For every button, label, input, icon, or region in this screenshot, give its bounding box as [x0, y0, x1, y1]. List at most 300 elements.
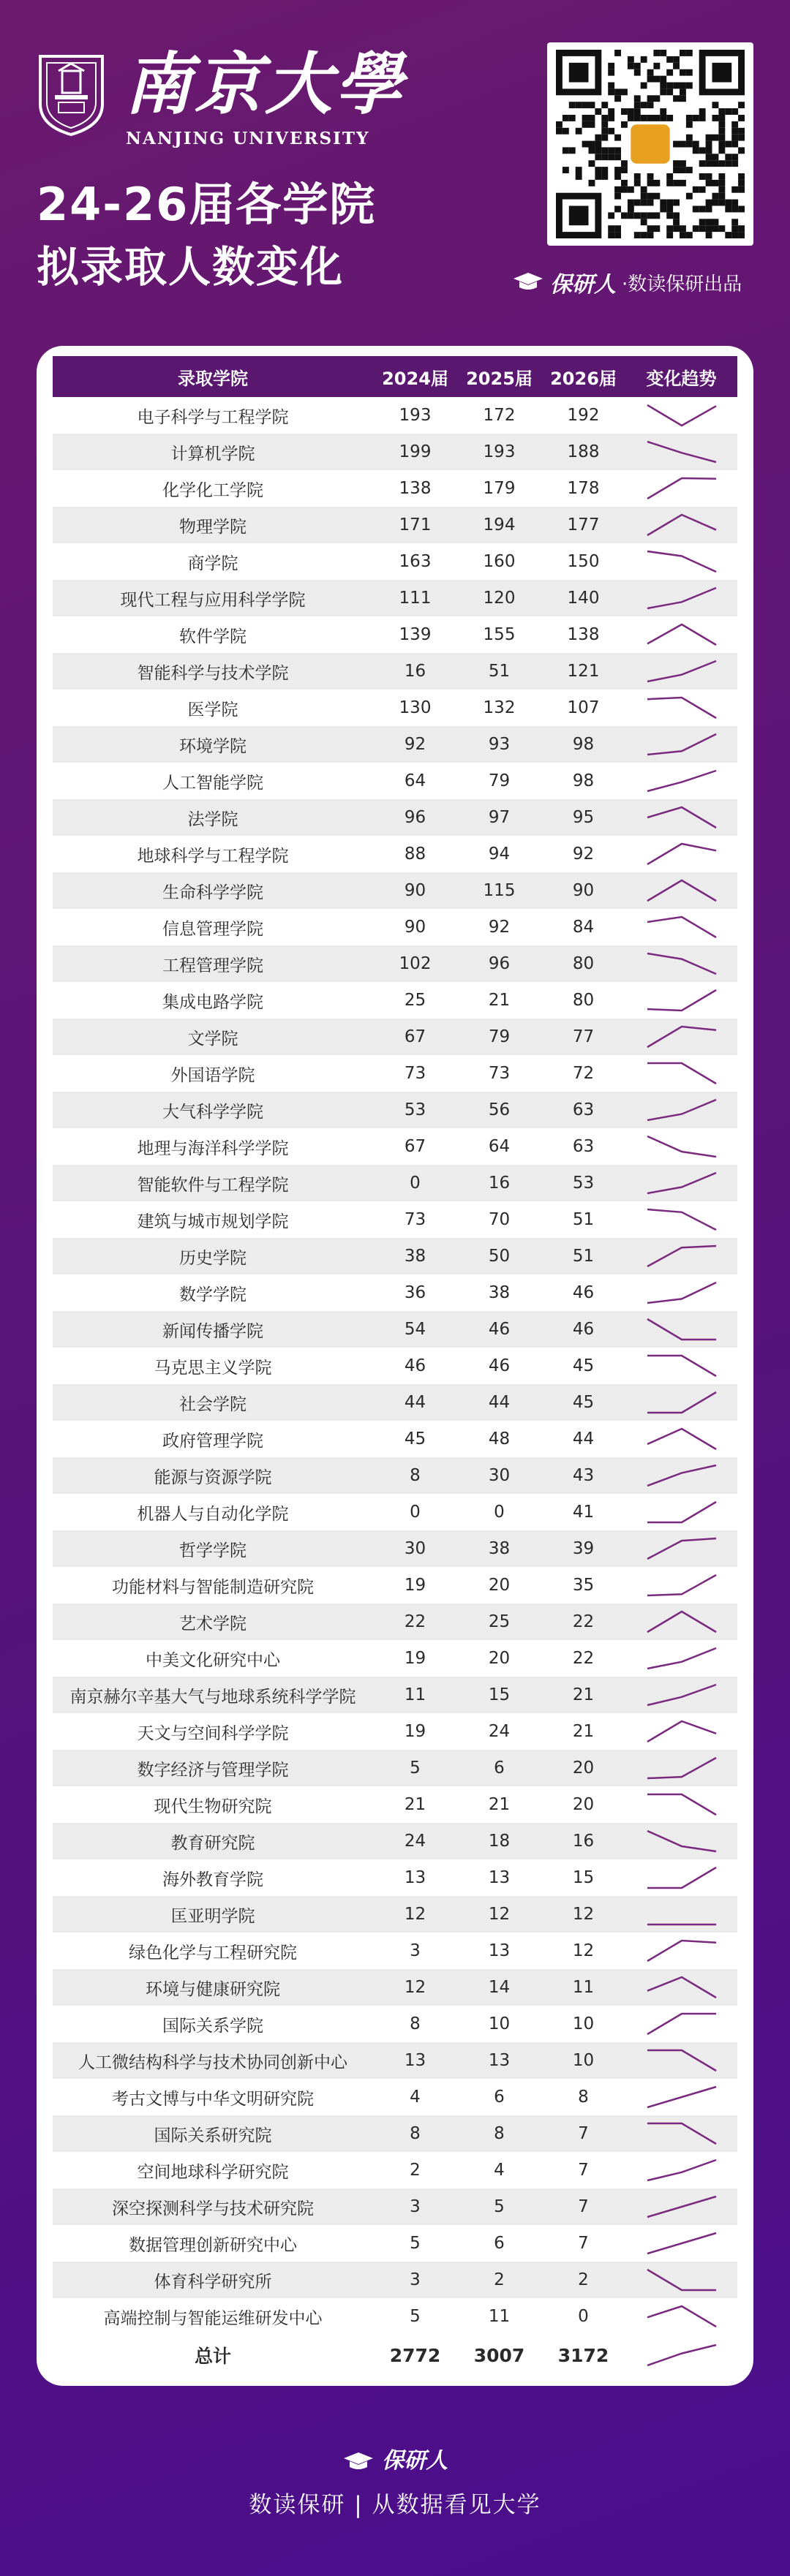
trend-sparkline	[642, 2119, 722, 2148]
trend-cell	[625, 1461, 737, 1490]
trend-sparkline	[642, 1095, 722, 1125]
value-2025: 12	[488, 1905, 511, 1924]
trend-sparkline-line	[647, 1758, 716, 1778]
trend-sparkline-line	[647, 1429, 716, 1449]
value-2024: 53	[404, 1100, 426, 1119]
college-name: 智能科学与技术学院	[137, 663, 289, 683]
qr-module	[653, 63, 660, 69]
value-2024: 12	[404, 1978, 426, 1997]
value-2026: 192	[567, 406, 600, 425]
qr-module	[712, 225, 719, 232]
table-row	[53, 2262, 737, 2298]
value-2026: 20	[572, 1759, 595, 1778]
trend-sparkline	[642, 2302, 722, 2331]
trend-sparkline	[642, 474, 722, 503]
qr-module	[731, 108, 738, 115]
trend-sparkline-line	[647, 734, 716, 755]
table-row	[53, 1823, 737, 1859]
qr-module	[686, 69, 693, 76]
qr-module	[706, 154, 712, 160]
qr-module	[666, 180, 673, 186]
qr-module	[680, 160, 686, 167]
qr-module	[641, 83, 647, 89]
qr-module	[608, 154, 614, 160]
trend-sparkline	[642, 1607, 722, 1636]
trend-sparkline-line	[647, 1941, 716, 1961]
value-2024: 38	[404, 1247, 426, 1266]
college-name: 艺术学院	[179, 1614, 247, 1633]
trend-sparkline	[642, 2082, 722, 2112]
table-row	[53, 1494, 737, 1530]
college-name: 国际关系研究院	[154, 2126, 272, 2145]
college-name: 海外教育学院	[162, 1870, 263, 1889]
table-row	[53, 909, 737, 945]
qr-module	[693, 147, 699, 154]
qr-module	[595, 141, 601, 148]
graduation-cap-icon	[512, 271, 544, 293]
trend-sparkline	[642, 986, 722, 1015]
trend-sparkline-line	[647, 807, 716, 828]
qr-module	[608, 128, 614, 135]
qr-module	[673, 141, 680, 148]
value-2026: 90	[572, 881, 595, 900]
qr-module	[673, 160, 680, 167]
value-2024: 8	[410, 2014, 421, 2033]
value-2026: 63	[572, 1100, 595, 1119]
trend-sparkline-line	[647, 990, 716, 1011]
qr-module	[699, 219, 706, 225]
qr-module	[653, 212, 660, 219]
value-2024: 88	[404, 845, 426, 864]
trend-cell	[625, 1132, 737, 1161]
qr-module	[680, 95, 686, 102]
qr-module	[641, 102, 647, 108]
qr-module	[621, 212, 628, 219]
qr-module	[673, 225, 680, 232]
trend-sparkline	[642, 620, 722, 649]
value-2026: 43	[572, 1466, 595, 1485]
value-2024: 44	[404, 1393, 426, 1412]
trend-sparkline	[642, 2009, 722, 2039]
total-trend-sparkline-line	[647, 2345, 716, 2365]
qr-module	[601, 135, 608, 141]
qr-module	[653, 180, 660, 186]
qr-module	[686, 83, 693, 89]
value-2025: 93	[488, 735, 511, 754]
value-2026: 80	[572, 954, 595, 973]
qr-module	[621, 121, 628, 128]
qr-module	[601, 154, 608, 160]
table-row	[53, 872, 737, 909]
qr-module	[699, 186, 706, 193]
qr-module	[712, 219, 719, 225]
footer-slogan: 数读保研 | 从数据看见大学	[249, 2492, 541, 2518]
trend-sparkline-line	[647, 1831, 716, 1851]
trend-sparkline	[642, 1717, 722, 1746]
qr-module	[569, 102, 576, 108]
qr-module	[680, 225, 686, 232]
trend-cell	[625, 620, 737, 649]
trend-sparkline-line	[647, 1867, 716, 1888]
qr-module	[699, 173, 706, 180]
qr-module	[576, 128, 582, 135]
qr-module	[712, 180, 719, 186]
qr-module	[628, 63, 634, 69]
qr-module	[563, 128, 569, 135]
value-2025: 48	[488, 1429, 511, 1448]
qr-module	[673, 63, 680, 69]
qr-module	[595, 167, 601, 173]
value-2025: 30	[488, 1466, 511, 1485]
qr-module	[647, 200, 654, 206]
value-2024: 24	[404, 1832, 426, 1851]
qr-module	[647, 76, 654, 83]
value-2025: 21	[488, 1795, 511, 1814]
qr-module	[595, 108, 601, 115]
value-2026: 46	[572, 1320, 595, 1339]
table-row	[53, 2006, 737, 2042]
total-row	[53, 2335, 737, 2376]
trend-cell	[625, 986, 737, 1015]
footer	[0, 2442, 790, 2552]
qr-module	[628, 206, 634, 213]
qr-module	[725, 154, 731, 160]
table-row	[53, 1311, 737, 1348]
qr-module	[614, 173, 621, 180]
qr-module	[634, 173, 641, 180]
qr-module	[641, 186, 647, 193]
trend-cell	[625, 1059, 737, 1088]
qr-module	[686, 232, 693, 238]
trend-sparkline-line	[647, 1685, 716, 1705]
college-name: 人工微结构科学与技术协同创新中心	[78, 2052, 347, 2072]
qr-module	[582, 141, 589, 148]
value-2026: 7	[578, 2161, 589, 2180]
footer-brand	[0, 2442, 790, 2474]
trend-sparkline	[642, 1059, 722, 1088]
college-name: 数据管理创新研究中心	[129, 2235, 297, 2255]
value-2024: 11	[404, 1685, 426, 1704]
value-2024: 102	[399, 954, 432, 973]
value-2025: 120	[483, 589, 516, 608]
qr-module	[653, 76, 660, 83]
value-2025: 132	[483, 698, 516, 717]
column-header-college: 录取学院	[178, 368, 248, 389]
college-name: 能源与资源学院	[154, 1468, 272, 1487]
qr-module	[660, 115, 666, 121]
value-2025: 20	[488, 1649, 511, 1668]
trend-cell	[625, 474, 737, 503]
qr-module	[673, 200, 680, 206]
qr-module	[706, 232, 712, 238]
qr-module	[641, 219, 647, 225]
trend-cell	[625, 1168, 737, 1198]
value-2025: 38	[488, 1283, 511, 1302]
qr-module	[731, 121, 738, 128]
college-name: 外国语学院	[170, 1065, 255, 1085]
value-2024: 25	[404, 991, 426, 1010]
table-row	[53, 2152, 737, 2188]
qr-module	[666, 83, 673, 89]
trend-cell	[625, 1242, 737, 1271]
value-2025: 155	[483, 625, 516, 644]
value-2025: 4	[494, 2161, 505, 2180]
value-2025: 5	[494, 2197, 505, 2216]
college-name: 体育科学研究所	[154, 2272, 272, 2292]
trend-cell	[625, 1717, 737, 1746]
column-header-2024: 2024届	[382, 368, 448, 389]
value-2024: 171	[399, 515, 432, 535]
value-2025: 193	[483, 442, 516, 461]
qr-module	[634, 69, 641, 76]
table-row	[53, 726, 737, 763]
table-row	[53, 1238, 737, 1274]
table-row	[53, 1128, 737, 1165]
value-2024: 0	[410, 1503, 421, 1522]
value-2025: 70	[488, 1210, 511, 1229]
qr-module	[731, 200, 738, 206]
value-2024: 16	[404, 662, 426, 681]
qr-module	[673, 56, 680, 63]
value-2024: 12	[404, 1905, 426, 1924]
table-row	[53, 1640, 737, 1677]
value-2025: 64	[488, 1137, 511, 1156]
trend-sparkline-line	[647, 1209, 716, 1230]
table-row	[53, 580, 737, 616]
value-2026: 92	[572, 845, 595, 864]
qr-module	[589, 102, 595, 108]
qr-module	[712, 154, 719, 160]
qr-module	[569, 147, 576, 154]
qr-module	[614, 88, 621, 95]
value-2025: 13	[488, 2051, 511, 2070]
qr-module	[608, 83, 614, 89]
college-name: 政府管理学院	[162, 1431, 263, 1451]
qr-module	[634, 95, 641, 102]
value-2025: 179	[483, 479, 516, 498]
qr-module	[628, 56, 634, 63]
trend-sparkline	[642, 657, 722, 686]
value-2026: 45	[572, 1356, 595, 1375]
qr-module	[712, 193, 719, 200]
qr-center-logo-icon	[631, 124, 669, 163]
value-2024: 111	[399, 589, 432, 608]
brand-credit	[512, 266, 742, 298]
college-name: 生命科学学院	[162, 883, 263, 902]
qr-module	[731, 225, 738, 232]
trend-cell	[625, 2119, 737, 2148]
value-2024: 139	[399, 625, 432, 644]
value-2025: 0	[494, 1503, 505, 1522]
qr-module	[718, 121, 725, 128]
trend-sparkline-line	[647, 1283, 716, 1303]
qr-module	[666, 225, 673, 232]
trend-sparkline-line	[647, 551, 716, 572]
value-2024: 2	[410, 2161, 421, 2180]
value-2025: 97	[488, 808, 511, 827]
table-row	[53, 1421, 737, 1457]
table-row	[53, 1677, 737, 1713]
qr-module	[634, 102, 641, 108]
qr-module	[686, 193, 693, 200]
qr-module	[647, 193, 654, 200]
value-2025: 15	[488, 1685, 511, 1704]
college-name: 天文与空间科学学院	[137, 1723, 289, 1743]
value-2026: 7	[578, 2234, 589, 2253]
qr-module	[614, 193, 621, 200]
trend-cell	[625, 1278, 737, 1307]
qr-module	[731, 128, 738, 135]
trend-sparkline-line	[647, 2197, 716, 2217]
trend-sparkline	[642, 876, 722, 905]
trend-cell	[625, 1827, 737, 1856]
qr-module	[680, 232, 686, 238]
qr-module	[641, 56, 647, 63]
trend-cell	[625, 876, 737, 905]
qr-module	[731, 232, 738, 238]
trend-sparkline	[642, 1278, 722, 1307]
trend-sparkline	[642, 1753, 722, 1783]
qr-module	[680, 69, 686, 76]
total-2026: 3172	[557, 2344, 609, 2366]
qr-module	[576, 167, 582, 173]
trend-sparkline-line	[647, 1721, 716, 1742]
qr-module	[718, 147, 725, 154]
qr-module	[731, 206, 738, 213]
qr-module	[686, 167, 693, 173]
value-2025: 44	[488, 1393, 511, 1412]
table-row	[53, 2298, 737, 2335]
qr-module	[731, 160, 738, 167]
value-2025: 50	[488, 1247, 511, 1266]
college-name: 信息管理学院	[162, 919, 263, 939]
qr-module	[712, 200, 719, 206]
trend-sparkline-line	[647, 1063, 716, 1084]
qr-module	[693, 115, 699, 121]
trend-sparkline	[642, 1388, 722, 1417]
trend-sparkline-line	[647, 1356, 716, 1376]
qr-finder	[569, 63, 589, 83]
qr-module	[628, 186, 634, 193]
college-name: 马克思主义学院	[154, 1358, 272, 1378]
qr-module	[601, 167, 608, 173]
footer-brand-name: 保研人	[382, 2448, 448, 2474]
qr-module	[641, 232, 647, 238]
trend-sparkline	[642, 2046, 722, 2075]
qr-module	[706, 225, 712, 232]
trend-sparkline	[642, 1571, 722, 1600]
table-row	[53, 1165, 737, 1201]
value-2024: 13	[404, 1868, 426, 1887]
qr-module	[680, 88, 686, 95]
value-2024: 19	[404, 1649, 426, 1668]
qr-module	[601, 115, 608, 121]
qr-module	[706, 141, 712, 148]
qr-module	[563, 167, 569, 173]
value-2025: 160	[483, 552, 516, 571]
qr-module	[680, 141, 686, 148]
value-2025: 14	[488, 1978, 511, 1997]
table-row	[53, 763, 737, 799]
college-name: 工程管理学院	[162, 956, 263, 975]
qr-module	[666, 69, 673, 76]
qr-module	[614, 147, 621, 154]
qr-module	[686, 135, 693, 141]
value-2025: 6	[494, 2088, 505, 2107]
qr-module	[569, 115, 576, 121]
qr-module	[582, 102, 589, 108]
qr-module	[718, 141, 725, 148]
trend-sparkline	[642, 2265, 722, 2294]
value-2026: 72	[572, 1064, 595, 1083]
table-row	[53, 507, 737, 543]
value-2025: 18	[488, 1832, 511, 1851]
trend-cell	[625, 437, 737, 467]
qr-module	[680, 50, 686, 56]
value-2024: 8	[410, 1466, 421, 1485]
trend-cell	[625, 1351, 737, 1380]
qr-module	[614, 135, 621, 141]
qr-module	[634, 212, 641, 219]
value-2026: 39	[572, 1539, 595, 1558]
table-row	[53, 1348, 737, 1384]
page-title-line2: 拟录取人数变化	[37, 242, 345, 292]
value-2026: 45	[572, 1393, 595, 1412]
college-name: 化学化工学院	[162, 480, 263, 500]
qr-module	[673, 167, 680, 173]
qr-module	[660, 108, 666, 115]
column-header-2026: 2026届	[550, 368, 617, 389]
college-name: 空间地球科学研究院	[137, 2162, 289, 2182]
qr-module	[738, 115, 745, 121]
qr-module	[693, 186, 699, 193]
table-row	[53, 1274, 737, 1311]
value-2026: 107	[567, 698, 600, 717]
table-row	[53, 690, 737, 726]
qr-module	[738, 186, 745, 193]
college-name: 地球科学与工程学院	[137, 846, 289, 866]
qr-module	[706, 160, 712, 167]
qr-module	[712, 135, 719, 141]
college-name: 建筑与城市规划学院	[137, 1212, 289, 1231]
qr-module	[608, 212, 614, 219]
qr-module	[699, 108, 706, 115]
qr-module	[621, 167, 628, 173]
table-row	[53, 1567, 737, 1604]
qr-module	[673, 219, 680, 225]
table-row	[53, 1750, 737, 1786]
column-header-2025: 2025届	[466, 368, 533, 389]
college-name: 南京赫尔辛基大气与地球系统科学学院	[69, 1687, 356, 1707]
qr-code[interactable]	[547, 42, 753, 246]
trend-sparkline-line	[647, 1575, 716, 1595]
qr-module	[634, 180, 641, 186]
qr-module	[673, 180, 680, 186]
trend-sparkline-line	[647, 2306, 716, 2327]
qr-module	[725, 160, 731, 167]
value-2024: 21	[404, 1795, 426, 1814]
table-row	[53, 2188, 737, 2225]
value-2025: 92	[488, 918, 511, 937]
qr-module	[608, 232, 614, 238]
qr-module	[712, 160, 719, 167]
qr-module	[601, 173, 608, 180]
value-2026: 177	[567, 515, 600, 535]
qr-module	[660, 200, 666, 206]
qr-module	[666, 88, 673, 95]
total-label: 总计	[194, 2346, 231, 2367]
college-name: 历史学院	[179, 1248, 247, 1268]
